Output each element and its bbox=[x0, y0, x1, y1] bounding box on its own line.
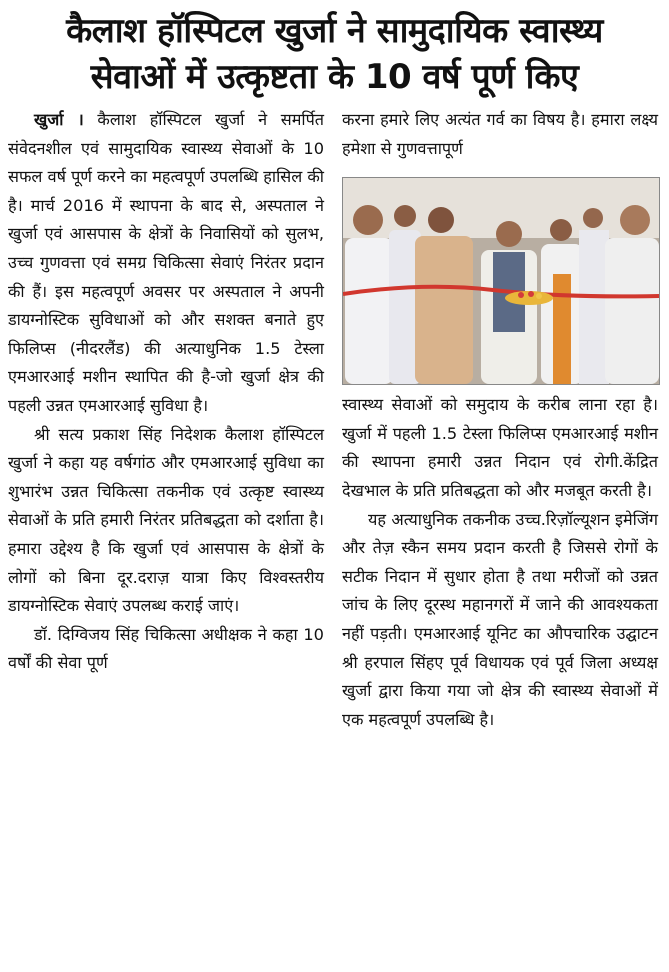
paragraph-1 bbox=[8, 106, 324, 421]
paragraph-1-text: कैलाश हॉस्पिटल खुर्जा ने समर्पित संवेदनशील एवं सामुदायिक स्वास्थ्य सेवाओं के 10 सफल वर्ष पूर्ण करने का महत्वपूर्ण उपलब्धि हासिल की है। मार्च 2016 में स्थापना के बाद से, अस्पताल ने खुर्जा एवं आसपास के क्षेत्रों के निवासियों को सुलभ, उच्च गुणवत्ता एवं समग्र चिकित्सा सेवाएं निरंतर प्रदान की हैं। इस महत्वपूर्ण अवसर पर अस्पताल ने अपनी डायग्नोस्टिक सुविधाओं को और सशक्त बनाते हुए फिलिप्स (नीदरलैंड) की अत्याधुनिक 1.5 टेस्ला एमआरआई मशीन स्थापित की है-जो खुर्जा क्षेत्र की पहली उन्नत एमआरआई सुविधा है। bbox=[8, 110, 324, 415]
paragraph-2: श्री सत्य प्रकाश सिंह निदेशक कैलाश हॉस्पिटल खुर्जा ने कहा यह वर्षगांठ और एमआरआई सुविधा का शुभारंभ उन्नत चिकित्सा तकनीक एवं उत्कृष्ट स्वास्थ्य सेवाओं के प्रति हमारी निरंतर प्रतिबद्धता को दर्शाता है। हमारा उद्देश्य है कि खुर्जा एवं आसपास के क्षेत्रों के लोगों को बिना दूर.दराज़ यात्रा किए विश्वस्तरीय डायग्नोस्टिक सेवाएं उपलब्ध कराई जाएं। bbox=[8, 424, 324, 616]
photo-illustration bbox=[343, 178, 659, 384]
column-left bbox=[8, 106, 324, 734]
paragraph-4: यह अत्याधुनिक तकनीक उच्च.रिज़ॉल्यूशन इमेजिंग और तेज़ स्कैन समय प्रदान करती है जिससे रोगों के सटीक निदान में सुधार होता है तथा मरीजों को उन्नत जांच के लिए दूरस्थ महानगरों में जाने की आवश्यकता नहीं पड़ती। एमआरआई यूनिट का औपचारिक उद्घाटन श्री हरपाल सिंहए पूर्व विधायक एवं पूर्व जिला अध्यक्ष खुर्जा द्वारा किया गया जो क्षेत्र की स्वास्थ्य सेवाओं में एक महत्वपूर्ण उपलब्धि है। bbox=[342, 509, 658, 729]
ribbon-cutting-photo bbox=[342, 177, 660, 385]
paragraph-3-continued-2: स्वास्थ्य सेवाओं को समुदाय के करीब लाना रहा है। खुर्जा में पहली 1.5 टेस्ला फिलिप्स एमआरआई मशीन की स्थापना हमारी उन्नत निदान एवं रोगी.केंद्रित देखभाल के प्रति प्रतिबद्धता को और मजबूत करती है। bbox=[342, 395, 658, 500]
paragraph-3: डॉ. दिग्विजय सिंह चिकित्सा अधीक्षक ने कहा 10 वर्षों की सेवा पूर्ण bbox=[8, 624, 324, 673]
paragraph-3-continued: करना हमारे लिए अत्यंत गर्व का विषय है। हमारा लक्ष्य हमेशा से गुणवत्तापूर्ण bbox=[342, 110, 658, 158]
headline-line-1: कैलाश हॉस्पिटल खुर्जा ने सामुदायिक स्वास्थ्य bbox=[66, 11, 603, 51]
headline-line-2: सेवाओं में उत्कृष्टता के 10 वर्ष पूर्ण किए bbox=[90, 57, 579, 97]
headline bbox=[8, 8, 661, 100]
column-right bbox=[342, 106, 658, 734]
article-columns bbox=[8, 106, 661, 734]
dateline: खुर्जा । bbox=[34, 110, 84, 129]
